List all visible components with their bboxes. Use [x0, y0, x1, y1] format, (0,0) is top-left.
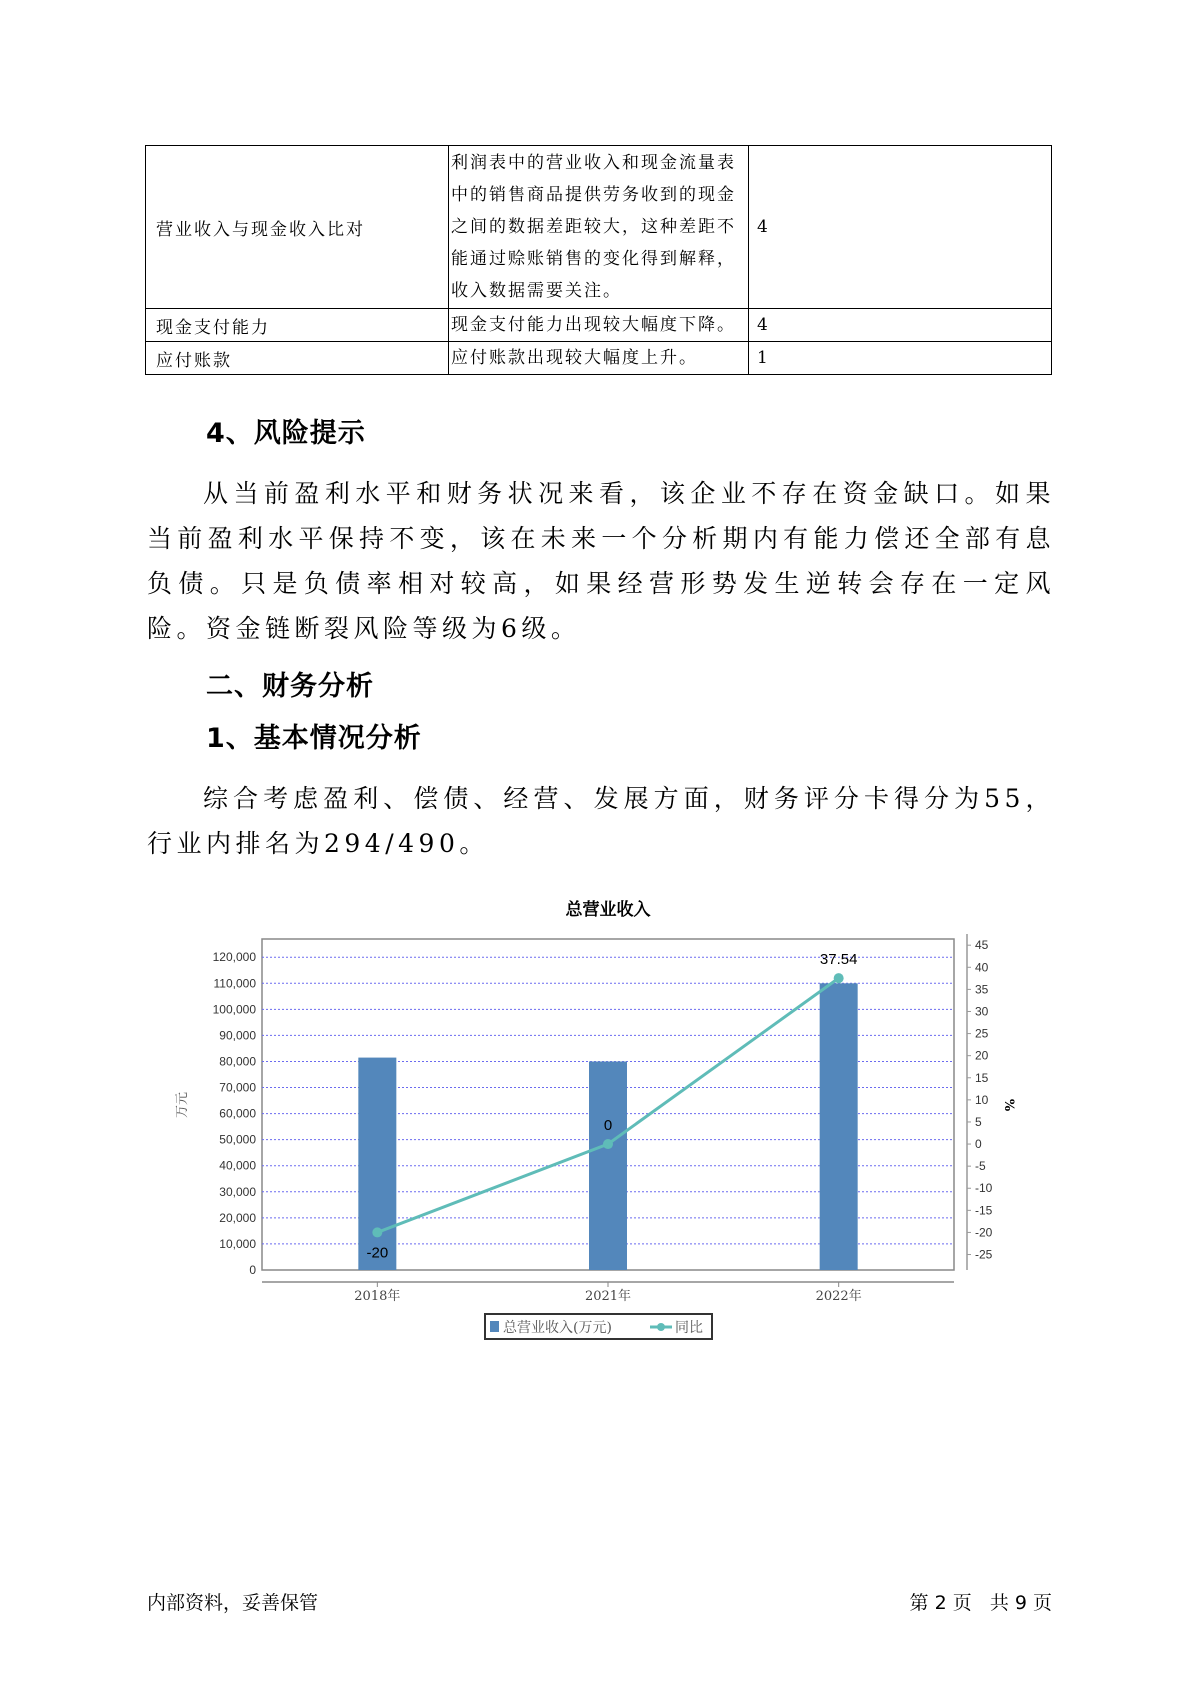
yoy-point: [372, 1227, 382, 1237]
y-tick-label: 80,000: [219, 1054, 256, 1069]
y-tick-label: 70,000: [219, 1080, 256, 1095]
item-cell: 应付账款: [146, 342, 449, 375]
yoy-data-label: 37.54: [819, 951, 858, 969]
x-tick-label: 2018年: [354, 1289, 401, 1304]
section-heading-financial: 二、财务分析: [206, 671, 374, 702]
x-tick-label: 2022年: [815, 1289, 862, 1304]
legend-bar-swatch: [490, 1321, 499, 1332]
y-tick-label: 110,000: [213, 976, 256, 991]
risk-paragraph: 从当前盈利水平和财务状况来看，该企业不存在资金缺口。如果当前盈利水平保持不变，该在未来一个分析期内有能力偿还全部有息负债。只是负债率相对较高，如果经营形势发生逆转会存在一定风险。资金链断裂风险等级为6级。: [147, 479, 1055, 643]
y-tick-label: 90,000: [219, 1028, 256, 1043]
legend-line-marker: [657, 1323, 665, 1331]
desc-cell: 现金支付能力出现较大幅度下降。: [449, 309, 749, 342]
bar-2022年: [820, 983, 858, 1270]
y2-tick-label: 15: [975, 1070, 989, 1085]
y2-tick-label: 20: [975, 1048, 989, 1063]
table-row: [146, 342, 1052, 375]
item-cell: 营业收入与现金收入比对: [146, 146, 449, 309]
y2-tick-label: 0: [975, 1137, 982, 1152]
level-cell: 4: [749, 309, 1052, 342]
item-cell: 现金支付能力: [146, 309, 449, 342]
level-cell: 1: [749, 342, 1052, 375]
section-heading-basic: 1、基本情况分析: [206, 723, 422, 754]
y-tick-label: 60,000: [219, 1106, 256, 1121]
revenue-chart: [0, 880, 1191, 1360]
yoy-data-label: -20: [366, 1244, 389, 1262]
level-cell: 4: [749, 146, 1052, 309]
y2-tick-label: -5: [975, 1159, 986, 1174]
y-tick-label: 100,000: [212, 1002, 256, 1017]
desc-cell: 应付账款出现较大幅度上升。: [449, 342, 749, 375]
bar-2021年: [589, 1061, 627, 1270]
y-axis-label: 万元: [175, 1091, 190, 1119]
y2-tick-label: 25: [975, 1026, 989, 1041]
yoy-point: [834, 973, 844, 983]
desc-cell: 利润表中的营业收入和现金流量表中的销售商品提供劳务收到的现金之间的数据差距较大，这种差距不能通过赊账销售的变化得到解释，收入数据需要关注。: [449, 146, 749, 309]
risk-table: [145, 145, 1052, 375]
footer-page-number: 第 2 页 共 9 页: [909, 1592, 1052, 1614]
footer-confidential: 内部资料，妥善保管: [147, 1592, 319, 1614]
y2-tick-label: -15: [975, 1203, 993, 1218]
y-tick-label: 30,000: [219, 1184, 256, 1199]
x-tick-label: 2021年: [584, 1289, 632, 1304]
yoy-data-label: 0: [603, 1117, 613, 1135]
y-tick-label: 40,000: [219, 1158, 256, 1173]
y-tick-label: 120,000: [212, 950, 256, 965]
basic-paragraph: 综合考虑盈利、偿债、经营、发展方面，财务评分卡得分为55，行业内排名为294/490。: [147, 784, 1055, 858]
y-tick-label: 0: [249, 1263, 256, 1277]
y2-tick-label: 10: [975, 1092, 989, 1107]
table-row: [146, 309, 1052, 342]
yoy-point: [603, 1139, 613, 1149]
chart-title: 总营业收入: [565, 900, 651, 920]
legend-bar-label: 总营业收入(万元): [503, 1320, 612, 1336]
section-heading-risk: 4、风险提示: [206, 418, 366, 449]
y2-tick-label: -20: [975, 1225, 993, 1240]
y-tick-label: 10,000: [219, 1236, 256, 1251]
legend-line-label: 同比: [675, 1320, 703, 1336]
y-tick-label: 20,000: [219, 1210, 256, 1225]
y2-tick-label: -10: [975, 1181, 993, 1196]
y2-axis-label: %: [1001, 1098, 1016, 1112]
y2-tick-label: 40: [975, 960, 989, 975]
y2-tick-label: -25: [975, 1247, 993, 1262]
y2-tick-label: 45: [975, 938, 989, 953]
y-tick-label: 50,000: [219, 1132, 256, 1147]
y2-tick-label: 35: [975, 982, 989, 997]
bar-2018年: [358, 1058, 396, 1270]
y2-tick-label: 30: [975, 1004, 989, 1019]
table-row: [146, 146, 1052, 309]
y2-tick-label: 5: [975, 1114, 982, 1129]
